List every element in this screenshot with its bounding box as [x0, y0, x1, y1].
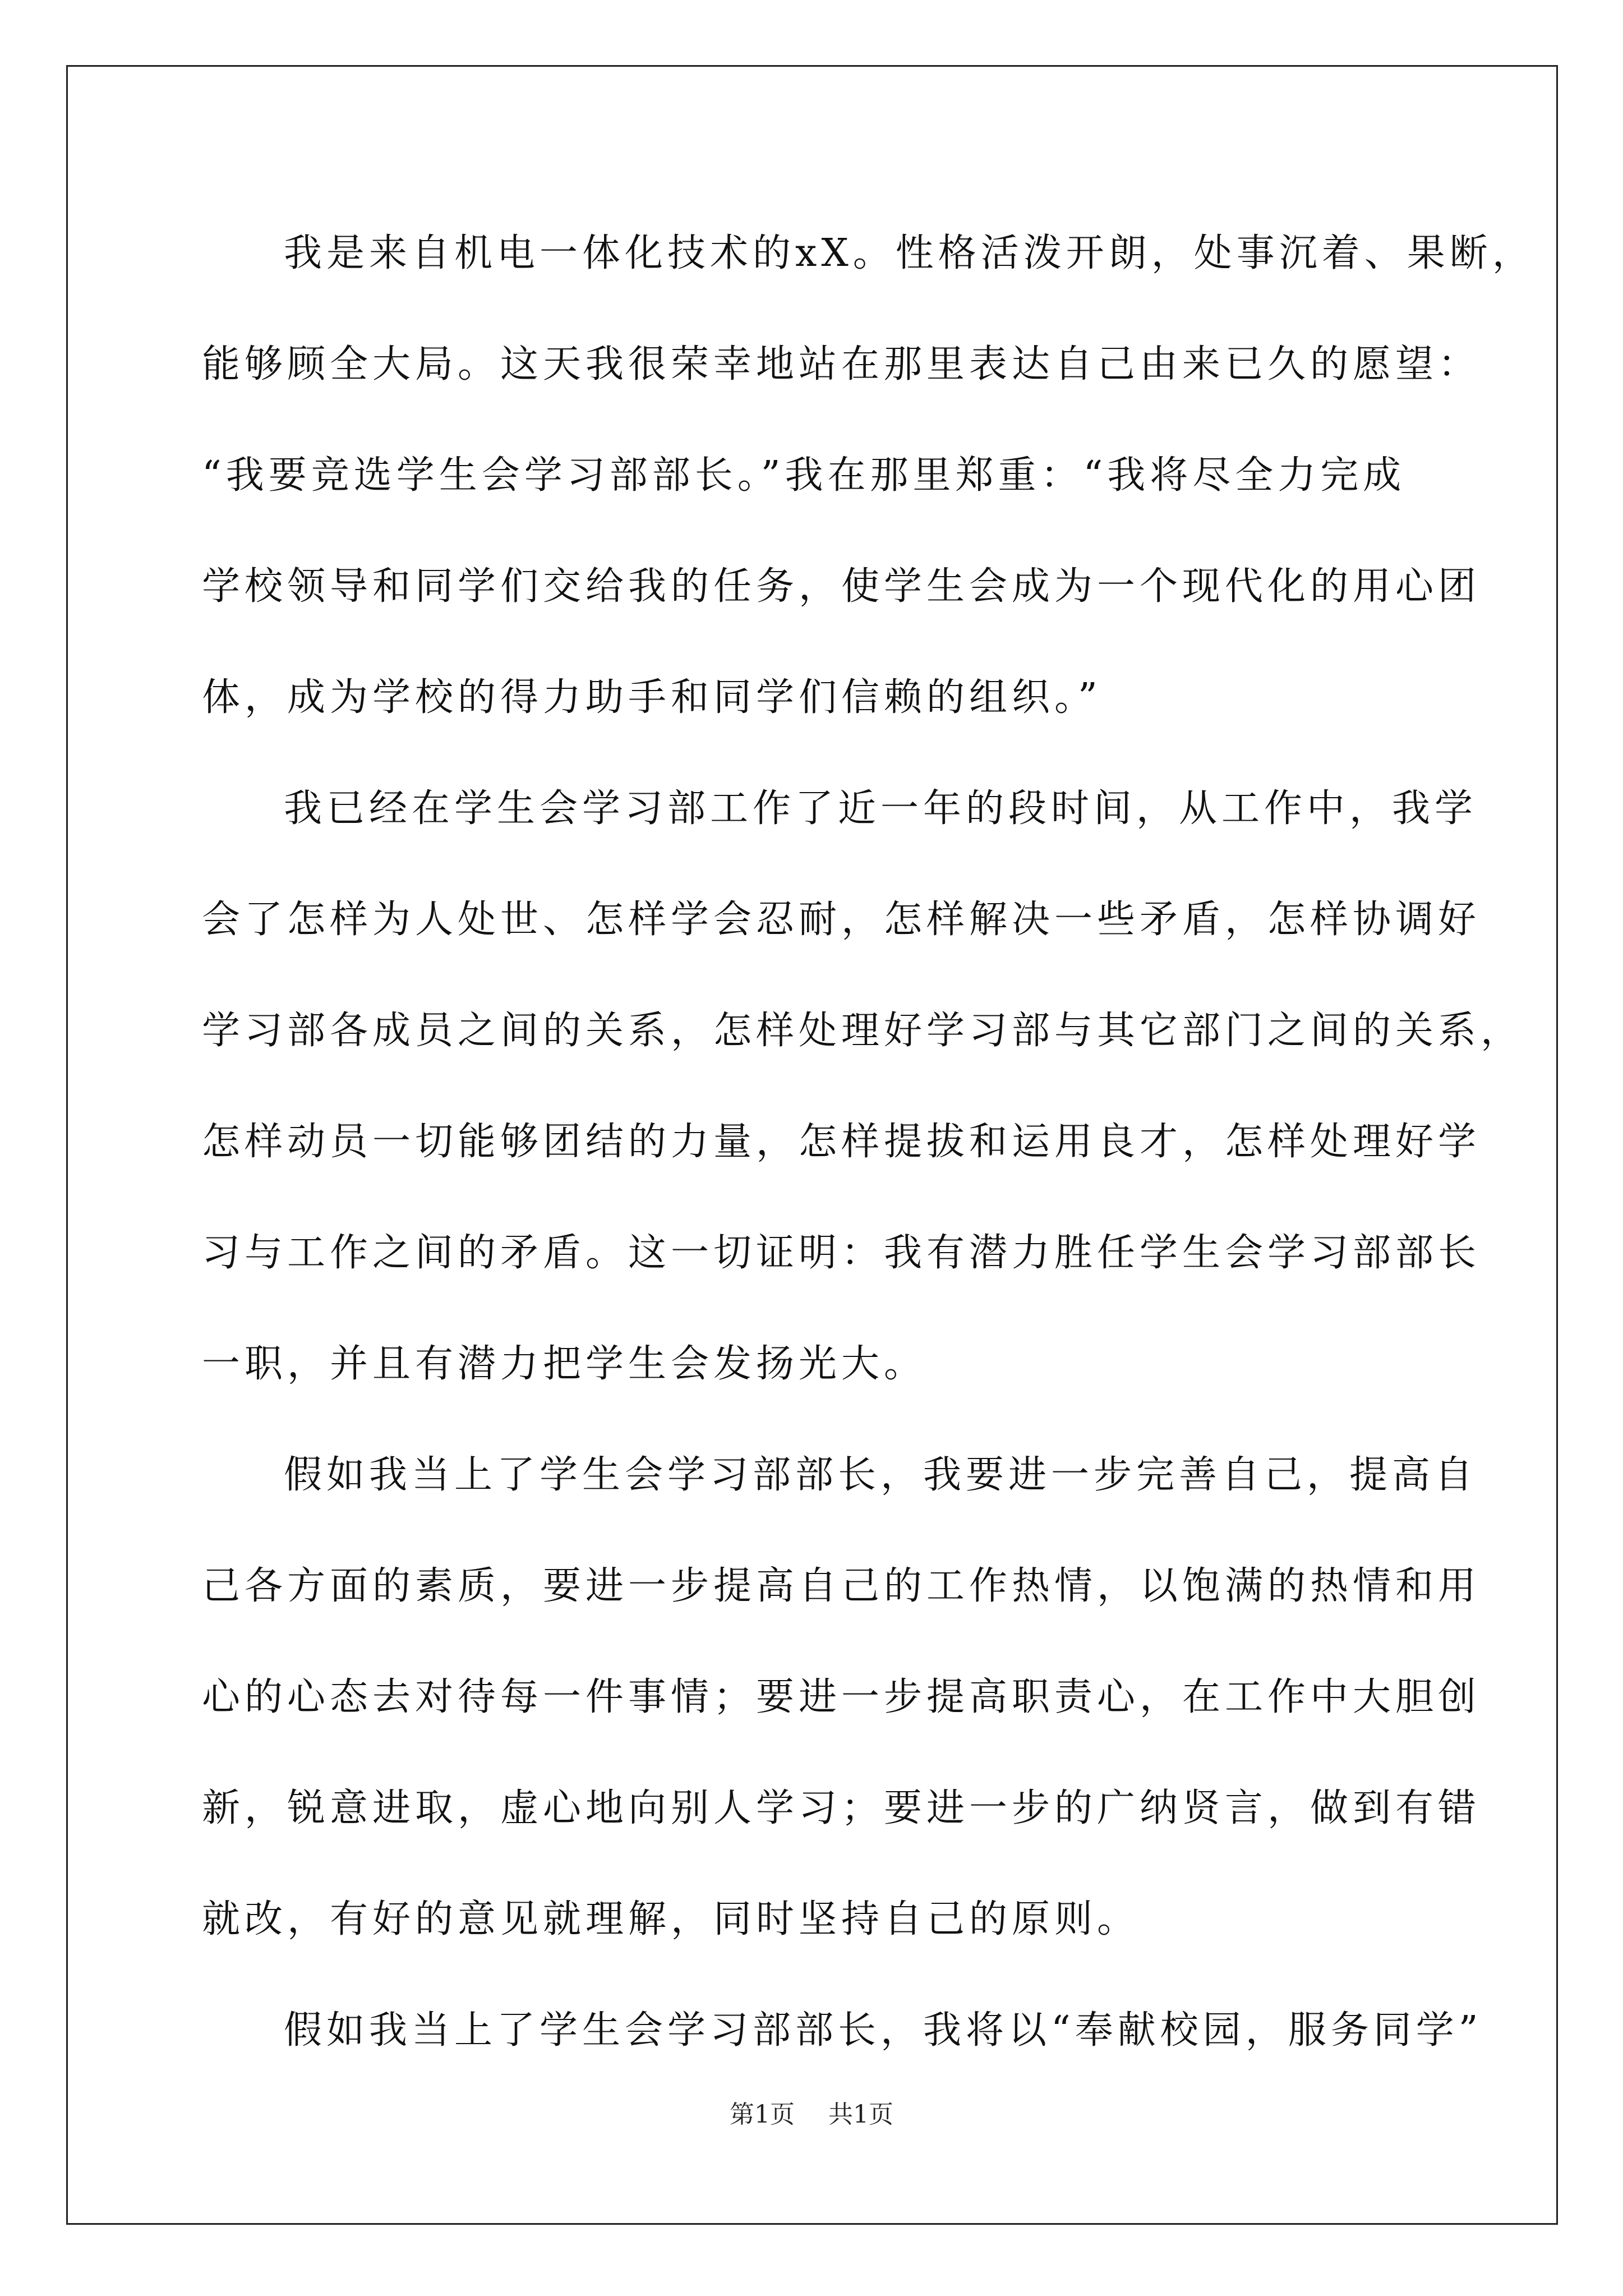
text-line: 就改，有好的意见就理解，同时坚持自己的原则。: [202, 1897, 1140, 1941]
text-line: 会了怎样为人处世、怎样学会忍耐，怎样解决一些矛盾，怎样协调好: [202, 898, 1481, 942]
text-line: 学习部各成员之间的关系，怎样处理好学习部与其它部门之间的关系，: [202, 1009, 1524, 1053]
text-line: 己各方面的素质，要进一步提高自己的工作热情，以饱满的热情和用: [202, 1564, 1481, 1608]
page-total: 共1页: [828, 2100, 893, 2129]
text-line: 新，锐意进取，虚心地向别人学习；要进一步的广纳贤言，做到有错: [202, 1786, 1481, 1830]
text-line: 习与工作之间的矛盾。这一切证明：我有潜力胜任学生会学习部部长: [202, 1231, 1481, 1275]
text-line: 心的心态去对待每一件事情；要进一步提高职责心，在工作中大胆创: [202, 1675, 1481, 1719]
text-line: 怎样动员一切能够团结的力量，怎样提拔和运用良才，怎样处理好学: [202, 1120, 1481, 1164]
text-line: 假如我当上了学生会学习部部长，我将以“奉献校园，服务同学”: [284, 2008, 1483, 2053]
text-line: 我已经在学生会学习部工作了近一年的段时间，从工作中，我学: [284, 786, 1478, 831]
text-line: 我是来自机电一体化技术的xX。性格活泼开朗，处事沉着、果断，: [284, 231, 1535, 275]
text-line: 学校领导和同学们交给我的任务，使学生会成为一个现代化的用心团: [202, 564, 1481, 609]
text-line: 假如我当上了学生会学习部部长，我要进一步完善自己，提高自: [284, 1453, 1478, 1497]
text-line: 能够顾全大局。这天我很荣幸地站在那里表达自己由来已久的愿望：: [202, 342, 1481, 386]
page-footer: [0, 2098, 1623, 2132]
text-line: 体，成为学校的得力助手和同学们信赖的组织。”: [202, 675, 1102, 720]
text-line: “我要竞选学生会学习部部长。”我在那里郑重：“我将尽全力完成: [202, 453, 1406, 498]
page-number: 第1页: [730, 2100, 795, 2129]
text-line: 一职，并且有潜力把学生会发扬光大。: [202, 1342, 927, 1386]
